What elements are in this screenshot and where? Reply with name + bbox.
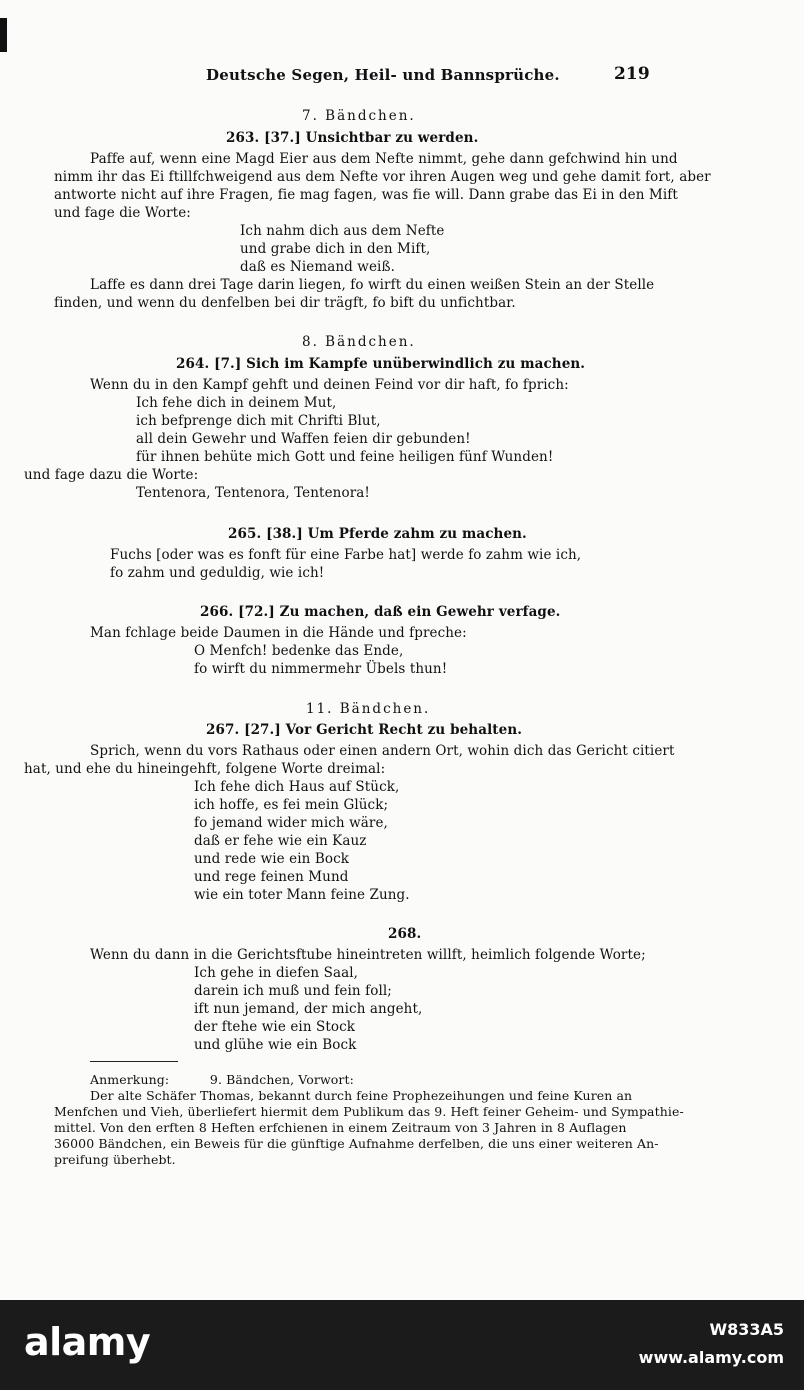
verse-line: Ich fehe dich Haus auf Stück, [194,779,400,795]
text-line: Man fchlage beide Daumen in die Hände und fpreche: [90,625,467,641]
footnote-line: preifung überhebt. [54,1152,176,1167]
verse-line: ift nun jemand, der mich angeht, [194,1001,423,1017]
verse-line: darein ich muß und fein foll; [194,983,392,999]
scan-edge-mark [0,18,7,52]
verse-line: und glühe wie ein Bock [194,1037,357,1053]
verse-line: und rede wie ein Bock [194,851,350,867]
text-line: Sprich, wenn du vors Rathaus oder einen andern Ort, wohin dich das Gericht citiert [90,743,675,759]
verse-line: Ich gehe in diefen Saal, [194,965,359,981]
entry-title: 268. [388,926,422,942]
footnote-heading: Anmerkung: 9. Bändchen, Vorwort: [90,1072,354,1087]
section-heading: 11. Bändchen. [306,701,431,717]
text-line: Paffe auf, wenn eine Magd Eier aus dem Nefte nimmt, gehe dann gefchwind hin und [90,151,678,167]
verse-line: und rege feinen Mund [194,869,349,885]
verse-line: daß es Niemand weiß. [240,259,395,275]
footnote-line: 36000 Bändchen, ein Beweis für die günftige Aufnahme derfelben, die uns einer weiteren An- [54,1136,659,1151]
text-line: und fage die Worte: [54,205,191,221]
entry-title: 267. [27.] Vor Gericht Recht zu behalten. [206,722,523,738]
entry-title: 263. [37.] Unsichtbar zu werden. [226,130,479,146]
verse-line: fo zahm und geduldig, wie ich! [110,565,325,581]
verse-line: fo jemand wider mich wäre, [194,815,388,831]
text-line: hat, und ehe du hineingehft, folgene Worte dreimal: [24,761,386,777]
footnote-rule [90,1061,178,1062]
page-number: 219 [614,64,650,84]
text-line: Wenn du in den Kampf gehft und deinen Feind vor dir haft, fo fprich: [90,377,569,393]
section-heading: 8. Bändchen. [302,334,416,350]
footnote-line: Der alte Schäfer Thomas, bekannt durch feine Prophezeihungen und feine Kuren an [90,1088,633,1103]
text-line: antworte nicht auf ihre Fragen, fie mag fagen, was fie will. Dann grabe das Ei in den Mift [54,187,678,203]
verse-line: der ftehe wie ein Stock [194,1019,356,1035]
verse-line: für ihnen behüte mich Gott und feine heiligen fünf Wunden! [136,449,554,465]
text-line: finden, und wenn du denfelben bei dir trägft, fo bift du unfichtbar. [54,295,516,311]
verse-line: fo wirft du nimmermehr Übels thun! [194,661,448,677]
verse-line: daß er fehe wie ein Kauz [194,833,367,849]
site-url: www.alamy.com [638,1348,784,1367]
footnote-line: mittel. Von den erften 8 Heften erfchienen in einem Zeitraum von 3 Jahren in 8 Auflagen [54,1120,627,1135]
text-line: Laffe es dann drei Tage darin liegen, fo wirft du einen weißen Stein an der Stelle [90,277,655,293]
running-title: Deutsche Segen, Heil- und Bannsprüche. [206,66,560,84]
entry-title: 264. [7.] Sich im Kampfe unüberwindlich zu machen. [176,356,586,372]
image-id: W833A5 [709,1320,784,1339]
footnote-line: Menfchen und Vieh, überliefert hiermit dem Publikum das 9. Heft feiner Geheim- und Sympathie- [54,1104,684,1119]
text-line: und fage dazu die Worte: [24,467,199,483]
entry-title: 266. [72.] Zu machen, daß ein Gewehr verfage. [200,604,561,620]
verse-line: ich hoffe, es fei mein Glück; [194,797,389,813]
verse-line: wie ein toter Mann feine Zung. [194,887,410,903]
alamy-logo: alamy [24,1320,151,1364]
verse-line: O Menfch! bedenke das Ende, [194,643,404,659]
verse-line: und grabe dich in den Mift, [240,241,431,257]
verse-line: Ich nahm dich aus dem Nefte [240,223,445,239]
verse-line: all dein Gewehr und Waffen feien dir gebunden! [136,431,471,447]
entry-title: 265. [38.] Um Pferde zahm zu machen. [228,526,527,542]
verse-line: Fuchs [oder was es fonft für eine Farbe hat] werde fo zahm wie ich, [110,547,582,563]
verse-line: Tentenora, Tentenora, Tentenora! [136,485,370,501]
section-heading: 7. Bändchen. [302,108,416,124]
text-line: Wenn du dann in die Gerichtsftube hineintreten willft, heimlich folgende Worte; [90,947,646,963]
verse-line: Ich fehe dich in deinem Mut, [136,395,337,411]
verse-line: ich befprenge dich mit Chrifti Blut, [136,413,381,429]
text-line: nimm ihr das Ei ftillfchweigend aus dem Nefte vor ihren Augen weg und gehe damit fort, aber [54,169,711,185]
